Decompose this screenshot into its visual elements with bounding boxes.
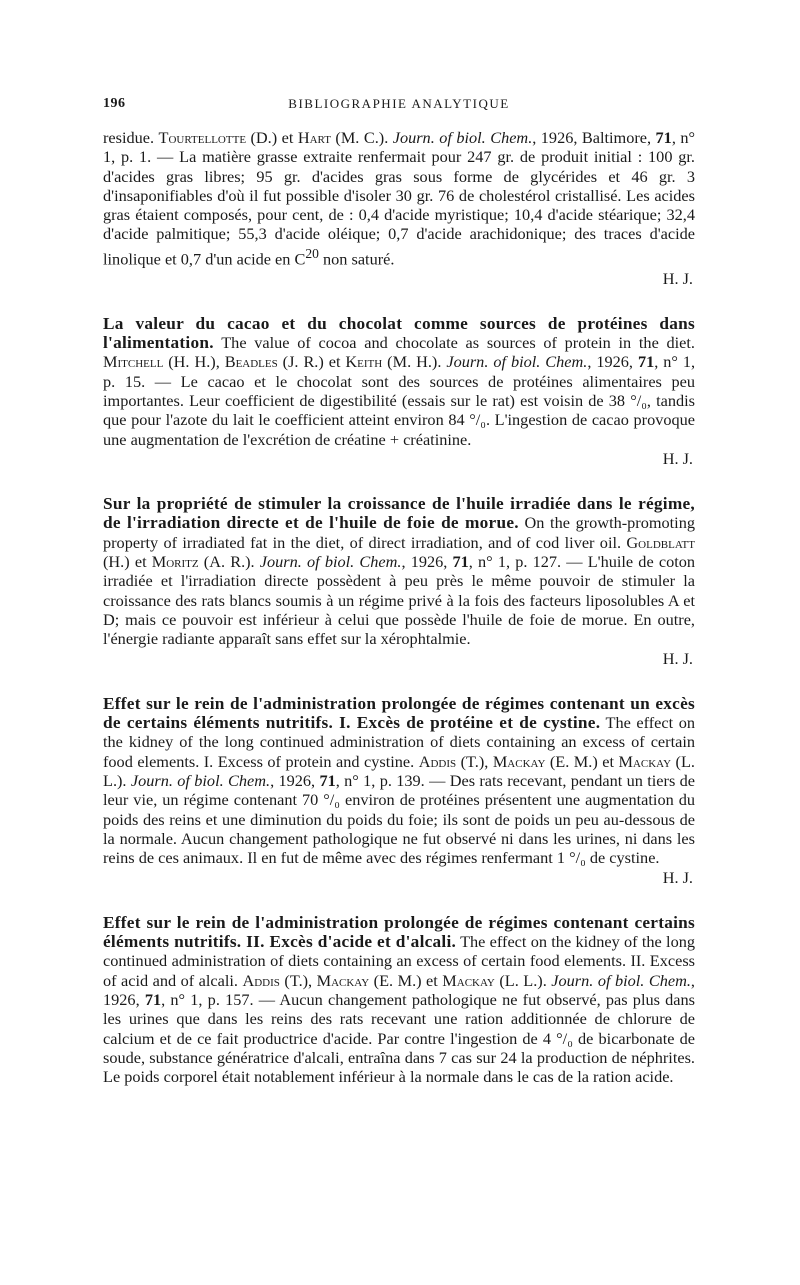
abstract-entry: Effet sur le rein de l'administration prolongée de régimes contenant certains éléments nutritifs. II. Excès d'acide et d'alcali. The effect on the kidney of the long continued administration of diets containing an excess of certain food elements. II. Excess of acid and of alcali. Addis (T.), Mackay (E. M.) et Mackay (L. L.). Journ. of biol. Chem., 1926, 71, n° 1, p. 157. — Aucun changement pathologique ne fut observé, pas plus dans les urines que dans les reins des rats recevant une ration additionnée de chlorure de calcium et de ce fait productrice d'acide. Par contre l'ingestion de 4 °/₀ de bicarbonate de soude, substance génératrice d'alcali, entraîna dans 7 cas sur 24 la production de néphrites. Le poids corporel était notablement inférieur à la normale dans le cas de la ration acide. [103,912,695,1087]
author-name: Tourtellotte [158,128,247,147]
author-name: Mitchell [103,352,164,372]
author-name: Keith [345,352,383,372]
page-number: 196 [103,96,126,111]
volume-number: 71 [637,352,655,372]
journal-name: Journ. of biol. Chem. [259,552,402,572]
running-title: BIBLIOGRAPHIE ANALYTIQUE [288,96,510,111]
journal-name: Journ. of biol. Chem. [446,352,588,372]
author-name: Goldblatt [626,532,695,552]
signature: H. J. [662,648,693,668]
volume-number: 71 [655,128,672,147]
abstract-entry: Sur la propriété de stimuler la croissance de l'huile irradiée dans le régime, de l'irradiation directe et de l'huile de foie de morue. On the growth-promoting property of irradiated fat in the diet, of direct irradiation, and of cod liver oil. Goldblatt (H.) et Moritz (A. R.). Journ. of biol. Chem., 1926, 71, n° 1, p. 127. — L'huile de coton irradiée et l'irradiation directe possèdent à peu près le même pouvoir de stimuler la croissance des rats blancs soumis à un régime privé à la fois des facteurs liposolubles A et D; mais ce pouvoir est inférieur à celui que possède l'huile de foie de morue. En outre, l'énergie radiante apparaît sans effet sur la xérophtalmie. H. J. [103,494,696,668]
author-name: Addis [418,751,457,771]
page [103,96,695,1086]
page-header [103,96,695,118]
author-name: Mackay [316,970,370,990]
author-name: Mackay [442,970,495,990]
author-name: Addis [242,970,280,990]
signature: H. J. [662,867,693,887]
signature: H. J. [662,448,693,468]
author-name: Mackay [492,751,546,771]
journal-name: Journ. of biol. Chem. [551,970,691,990]
journal-name: Journ. of biol. Chem. [392,128,533,147]
entry-title: Sur la propriété de stimuler la croissance de l'huile irradiée dans le régime, de l'irradiation directe et de l'huile de foie de morue. [103,494,695,533]
entry-title: La valeur du cacao et du chocolat comme sources de protéines dans l'alimentation. [103,313,695,353]
author-name: Mackay [618,751,672,771]
volume-number: 71 [319,771,336,791]
journal-name: Journ. of biol. Chem. [130,771,271,791]
author-name: Moritz [151,552,199,572]
entry-title: Effet sur le rein de l'administration prolongée de régimes contenant certains éléments nutritifs. II. Excès d'acide et d'alcali. [103,912,695,952]
abstract-entry: Effet sur le rein de l'administration prolongée de régimes contenant un excès de certains éléments nutritifs. I. Excès de protéine et de cystine. The effect on the kidney of the long continued administration of diets containing an excess of certain food elements. I. Excess of protein and cystine. Addis (T.), Mackay (E. M.) et Mackay (L. L.). Journ. of biol. Chem., 1926, 71, n° 1, p. 139. — Des rats recevant, pendant un tiers de leur vie, un régime contenant 70 °/₀ environ de protéines présentent une augmentation du poids des reins et une diminution du poids du foie; ils sont de poids un peu au-dessous de la normale. Aucun changement pathologique ne fut observé ni dans les urines, ni dans les reins de ces animaux. Il en fut de même avec des régimes renfermant 1 °/₀ de cystine. H. J. [103,693,696,887]
author-name: Beadles [224,352,278,372]
continued-abstract: residue. Tourtellotte (D.) et Hart (M. C.). Journ. of biol. Chem., 1926, Baltimore, 71, n° 1, p. 1. — La matière grasse extraite renfermait pour 247 gr. de produit initial : 100 gr. d'acides gras libres; 95 gr. d'acides gras sous forme de glycérides et 46 gr. 3 d'insaponifiables d'où il fut possible d'isoler 30 gr. 76 de cholestérol cristallisé. Les acides gras étaient composés, pour cent, de : 0,4 d'acide myristique; 10,4 d'acide stéarique; 32,4 d'acide palmitique; 55,3 d'acide oléique; 0,7 d'acide arachidonique; des traces d'acide linolique et 0,7 d'un acide en $C^{20}$ non saturé. [103,128,695,269]
volume-number: 71 [452,552,469,572]
volume-number: 71 [144,990,162,1009]
entry-title: Effet sur le rein de l'administration prolongée de régimes contenant un excès de certains éléments nutritifs. I. Excès de protéine et de cystine. [103,693,695,733]
author-name: Hart [297,128,331,147]
abstract-entry: La valeur du cacao et du chocolat comme sources de protéines dans l'alimentation. The value of cocoa and chocolate as sources of protein in the diet. Mitchell (H. H.), Beadles (J. R.) et Keith (M. H.). Journ. of biol. Chem., 1926, 71, n° 1, p. 15. — Le cacao et le chocolat sont des sources de protéines alimentaires peu importantes. Leur coefficient de digestibilité (essais sur le rat) est voisin de 38 °/₀, tandis que pour l'azote du lait le coefficient atteint environ 84 °/₀. L'ingestion de cacao provoque une augmentation de l'excrétion de créatine + créatinine. H. J. [103,313,696,468]
signature: H. J. [662,268,693,288]
